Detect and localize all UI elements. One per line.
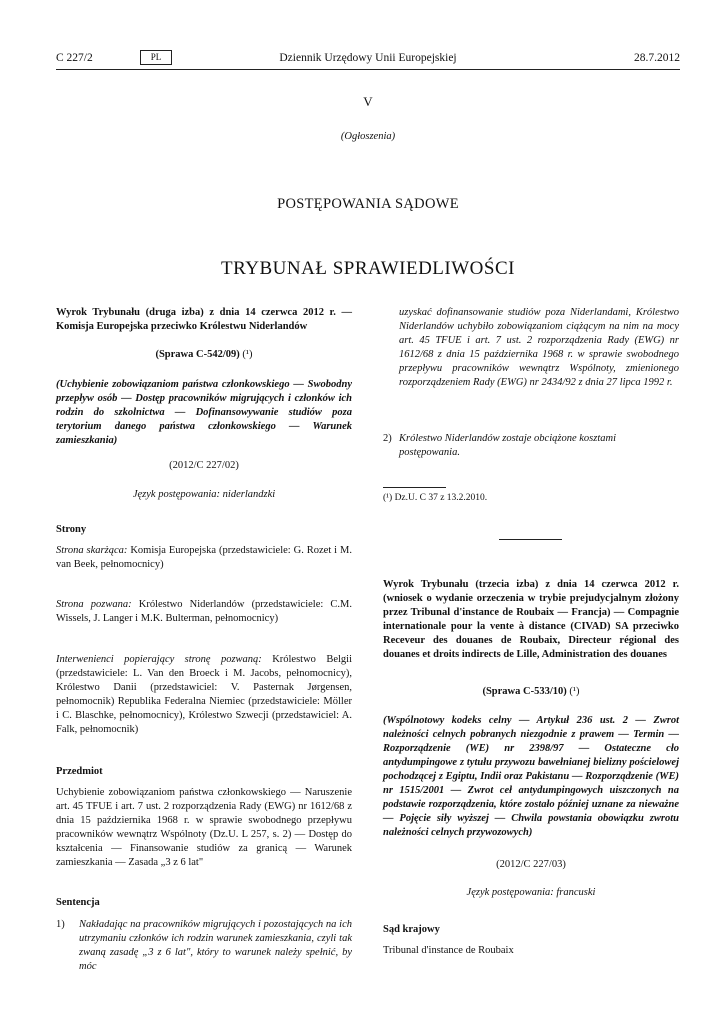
left-case-footnote-ref: (¹) <box>242 349 253 360</box>
issue-date: 28.7.2012 <box>634 52 680 64</box>
header-divider <box>56 69 680 70</box>
defendant-paragraph <box>56 598 352 626</box>
defendant-label: Strona pozwana: <box>56 599 132 610</box>
footnote-number: (¹) <box>383 493 393 503</box>
applicant-text: Komisja Europejska (przedstawiciele: G. Rozet i M. van Beek, pełnomocnicy) <box>56 545 352 570</box>
interveners-label: Interwenienci popierający stronę pozwaną: <box>56 654 262 665</box>
operative-item-1-continued: uzyskać dofinansowanie studiów poza Niderlandami, Królestwo Niderlandów uchybiło zobowiązaniom ciążącym na nim na mocy art. 45 TFUE i art. 7 ust. 2 rozporządzenia Rady (EWG) nr 1612/68 z dnia 15 października 1968 r. w sprawie swobodnego przepływu pracowników wewnątrz Wspólnoty, zmienionego rozporządzeniem Rady (EWG) nr 2434/92 z dnia 27 lipca 1992 r. <box>399 307 679 388</box>
operative-item-1-text: Nakładając na pracowników migrujących i pozostających na ich utrzymaniu członków ich rodzin warunek zamieszkania, czyli tak zwaną zasadę „3 z 6 lat", który to warunek należy spełnić, by móc <box>79 919 352 972</box>
journal-title: Dziennik Urzędowy Unii Europejskiej <box>279 52 457 64</box>
footnote <box>383 493 679 503</box>
language-badge: PL <box>140 50 172 65</box>
right-language: Język postępowania: francuski <box>466 887 596 898</box>
article-separator <box>499 539 562 540</box>
left-case-number <box>56 348 352 362</box>
right-case-label: (Sprawa C-533/10) <box>482 686 567 697</box>
right-judgment-title: Wyrok Trybunału (trzecia izba) z dnia 14 czerwca 2012 r. (wniosek o wydanie orzeczenia w trybie prejudycjalnym złożony przez Tribunal d'instance de Roubaix — Francja) — Compagnie internationale pour la vente à distance (CIVAD) SA przeciwko Receveur des douanes de Roubaix, Directeur régional des douanes et droits indirects de Lille, Administration des douanes <box>383 579 679 660</box>
section-numeral: V <box>363 94 373 109</box>
operative-item-1-number: 1) <box>56 919 65 930</box>
right-case-footnote-ref: (¹) <box>569 686 580 697</box>
operative-heading: Sentencja <box>56 897 100 908</box>
issue-number: C 227/2 <box>56 52 93 64</box>
applicant-paragraph <box>56 544 352 572</box>
defendant-text: Królestwo Niderlandów (przedstawiciele: C.M. Wissels, J. Langer i M.K. Bulterman, pełnomocnicy) <box>56 599 352 624</box>
interveners-text: Królestwo Belgii (przedstawiciele: L. Van den Broeck i M. Jacobs, pełnomocnicy), Królestwo Danii (przedstawiciel: V. Pasternak Jørgensen, pełnomocnik) Republika Federalna Niemiec (przedstawiciele: Möller i C. Blaschke, pełnomocnicy), Królestwo Szwecji (przedstawiciel: A. Falk, pełnomocnik) <box>56 654 352 735</box>
footnote-text: Dz.U. C 37 z 13.2.2010. <box>394 493 488 503</box>
section-subtitle: (Ogłoszenia) <box>340 131 396 142</box>
national-court-heading: Sąd krajowy <box>383 924 440 935</box>
court-title: TRYBUNAŁ SPRAWIEDLIWOŚCI <box>221 258 515 279</box>
operative-item-2-text: Królestwo Niderlandów zostaje obciążone kosztami postępowania. <box>399 433 617 458</box>
operative-item-2-number: 2) <box>383 433 392 444</box>
interveners-paragraph <box>56 653 352 737</box>
left-language: Język postępowania: niderlandzki <box>132 489 276 500</box>
right-keywords: (Wspólnotowy kodeks celny — Artykuł 236 ust. 2 — Zwrot należności celnych pobranych niezgodnie z prawem — Termin — Rozporządzenie (WE) nr 2398/97 — Ostateczne cło antydumpingowe z tytułu przywozu bawełnianej bielizny pościelowej pochodzącej z Egiptu, Indii oraz Pakistanu — Rozporządzenie (WE) nr 1515/2001 — Zwrot ceł antydumpingowych uiszczonych na podstawie rozporządzenia, które zostało później uznane za nieważne — Pojęcie siły wyższej — Chwila powstania obowiązku zwrotu należności celnych przywozowych) <box>383 715 679 838</box>
right-oj-reference: (2012/C 227/03) <box>496 859 566 870</box>
left-oj-reference: (2012/C 227/02) <box>169 460 239 471</box>
subject-heading: Przedmiot <box>56 766 103 777</box>
left-judgment-title: Wyrok Trybunału (druga izba) z dnia 14 czerwca 2012 r. — Komisja Europejska przeciwko Królestwu Niderlandów <box>56 307 352 332</box>
right-case-number <box>383 685 679 699</box>
left-keywords: (Uchybienie zobowiązaniom państwa członkowskiego — Swobodny przepływ osób — Dostęp pracowników migrujących i członków ich rodzin do szkolnictwa — Dofinansowywanie studiów poza terytorium danego państwa członkowskiego — Warunek zamieszkania) <box>56 379 352 446</box>
section-heading: POSTĘPOWANIA SĄDOWE <box>277 196 459 212</box>
applicant-label: Strona skarżąca: <box>56 545 128 556</box>
national-court-name: Tribunal d'instance de Roubaix <box>383 945 514 956</box>
subject-text: Uchybienie zobowiązaniom państwa członkowskiego — Naruszenie art. 45 TFUE i art. 7 ust. 2 rozporządzenia Rady (EWG) nr 1612/68 z dnia 15 października 1968 r. w sprawie swobodnego przepływu pracowników wewnątrz Wspólnoty (Dz.U. L 257, s. 2) — Dostęp do kształcenia — Finansowanie studiów za granicą — Warunek zamieszkania — Zasada „3 z 6 lat" <box>56 787 352 868</box>
parties-heading: Strony <box>56 524 87 535</box>
left-case-label: (Sprawa C-542/09) <box>155 349 240 360</box>
footnote-divider <box>383 487 446 488</box>
